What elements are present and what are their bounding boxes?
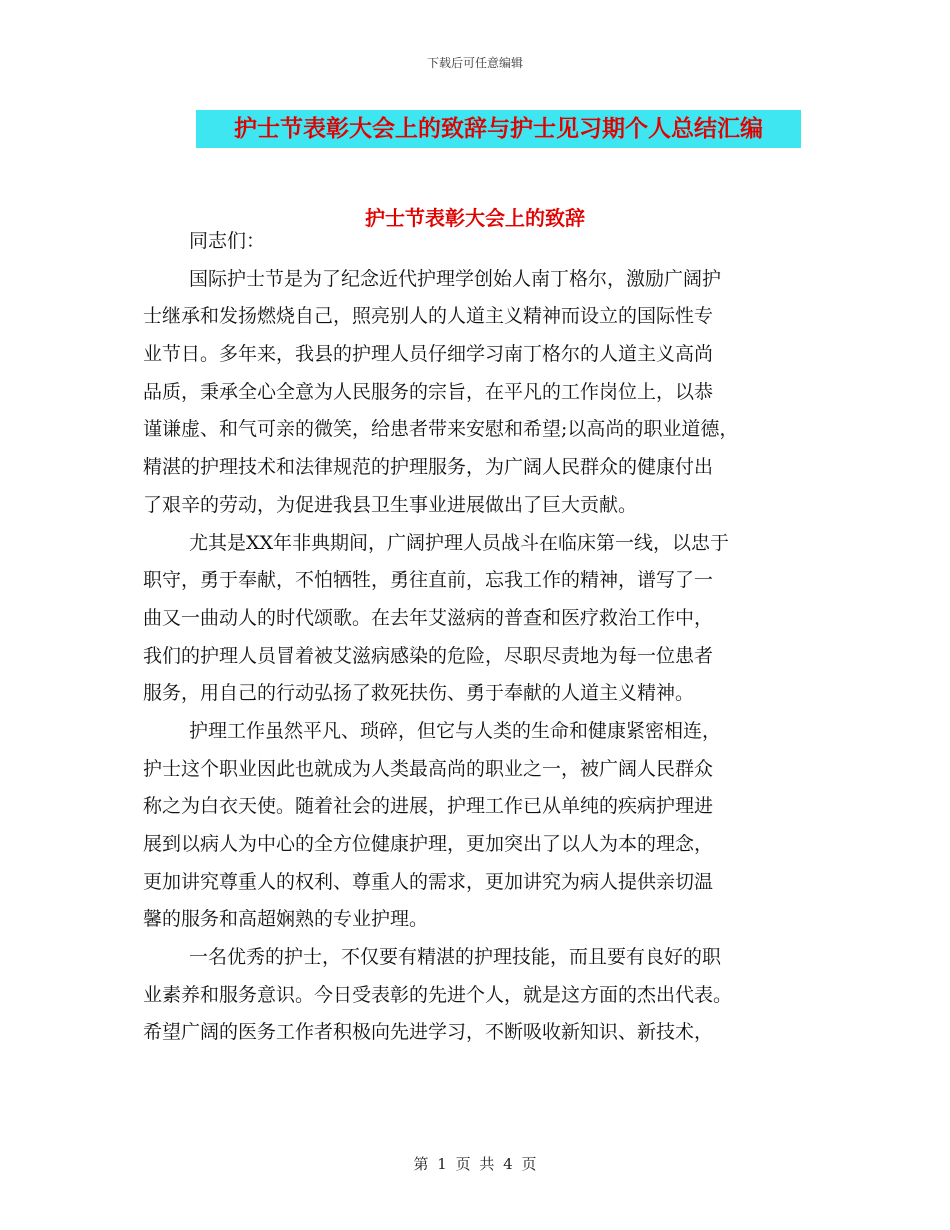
body-line: 一名优秀的护士，不仅要有精湛的护理技能，而且要有良好的职	[189, 946, 722, 969]
body-line: 国际护士节是为了纪念近代护理学创始人南丁格尔，激励广阔护	[189, 267, 722, 290]
body-line: 更加讲究尊重人的权利、尊重人的需求，更加讲究为病人提供亲切温	[143, 870, 714, 893]
body-line: 业素养和服务意识。今日受表彰的先进个人，就是这方面的杰出代表。	[143, 983, 733, 1006]
body-line: 护理工作虽然平凡、琐碎，但它与人类的生命和健康紧密相连，	[189, 719, 722, 742]
body-line: 尤其是XX年非典期间，广阔护理人员战斗在临床第一线，以忠于	[189, 531, 730, 554]
body-line: 士继承和发扬燃烧自己，照亮别人的人道主义精神而设立的国际性专	[143, 305, 714, 328]
section-title: 护士节表彰大会上的致辞	[365, 206, 585, 230]
page-number: 第 1 页 共 4 页	[413, 1155, 537, 1173]
body-line: 希望广阔的医务工作者积极向先进学习，不断吸收新知识、新技术，	[143, 1021, 714, 1044]
header-note: 下载后可任意编辑	[426, 56, 523, 70]
body-line: 品质，秉承全心全意为人民服务的宗旨，在平凡的工作岗位上，以恭	[143, 380, 714, 403]
body-line: 了艰辛的劳动，为促进我县卫生事业进展做出了巨大贡献。	[143, 493, 638, 516]
body-line: 称之为白衣天使。随着社会的进展，护理工作已从单纯的疾病护理进	[143, 795, 714, 818]
body-line: 展到以病人为中心的全方位健康护理，更加突出了以人为本的理念，	[143, 833, 714, 855]
document-title: 护士节表彰大会上的致辞与护士见习期个人总结汇编	[196, 110, 801, 148]
body-line: 服务，用自己的行动弘扬了救死扶伤、勇于奉献的人道主义精神。	[143, 682, 695, 705]
body-line: 谨谦虚、和气可亲的微笑，给患者带来安慰和希望;以高尚的职业道德，	[143, 418, 739, 441]
body-line: 精湛的护理技术和法律规范的护理服务，为广阔人民群众的健康付出	[143, 456, 714, 479]
body-line: 护士这个职业因此也就成为人类最高尚的职业之一，被广阔人民群众	[143, 757, 714, 780]
salutation: 同志们：	[189, 230, 266, 252]
body-line: 职守，勇于奉献，不怕牺牲，勇往直前，忘我工作的精神，谱写了一	[143, 569, 714, 592]
body-line: 我们的护理人员冒着被艾滋病感染的危险，尽职尽责地为每一位患者	[143, 644, 714, 667]
body-line: 曲又一曲动人的时代颂歌。在去年艾滋病的普查和医疗救治工作中，	[143, 606, 714, 629]
body-line: 业节日。多年来，我县的护理人员仔细学习南丁格尔的人道主义高尚	[143, 343, 714, 366]
body-text	[143, 223, 815, 1052]
body-line: 馨的服务和高超娴熟的专业护理。	[143, 908, 429, 931]
